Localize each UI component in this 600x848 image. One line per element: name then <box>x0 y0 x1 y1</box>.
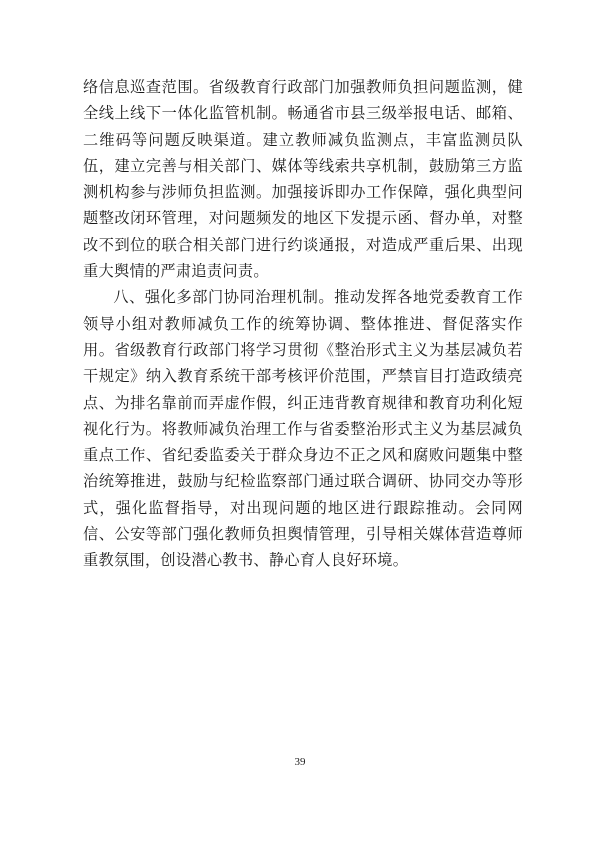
paragraph-continuation: 络信息巡查范围。省级教育行政部门加强教师负担问题监测，健全线上线下一体化监管机制。畅通省市县三级举报电话、邮箱、二维码等问题反映渠道。建立教师减负监测点，丰富监测员队伍，建立完善与相关部门、媒体等线索共享机制，鼓励第三方监测机构参与涉师负担监测。加强接诉即办工作保障，强化典型问题整改闭环管理，对问题频发的地区下发提示函、督办单，对整改不到位的联合相关部门进行约谈通报，对造成严重后果、出现重大舆情的严肃追责问责。 <box>83 78 523 281</box>
page-number: 39 <box>294 756 306 768</box>
body-text <box>83 74 523 574</box>
paragraph-section-eight: 八、强化多部门协同治理机制。推动发挥各地党委教育工作领导小组对教师减负工作的统筹协调、整体推进、督促落实作用。省级教育行政部门将学习贯彻《整治形式主义为基层减负若干规定》纳入教育系统干部考核评价范围，严禁盲目打造政绩亮点、为排名靠前而弄虚作假，纠正违背教育规律和教育功利化短视化行为。将教师减负治理工作与省委整治形式主义为基层减负重点工作、省纪委监委关于群众身边不正之风和腐败问题集中整治统筹推进，鼓励与纪检监察部门通过联合调研、协同交办等形式，强化监督指导，对出现问题的地区进行跟踪推动。会同网信、公安等部门强化教师负担舆情管理，引导相关媒体营造尊师重教氛围，创设潜心教书、静心育人良好环境。 <box>83 288 523 570</box>
